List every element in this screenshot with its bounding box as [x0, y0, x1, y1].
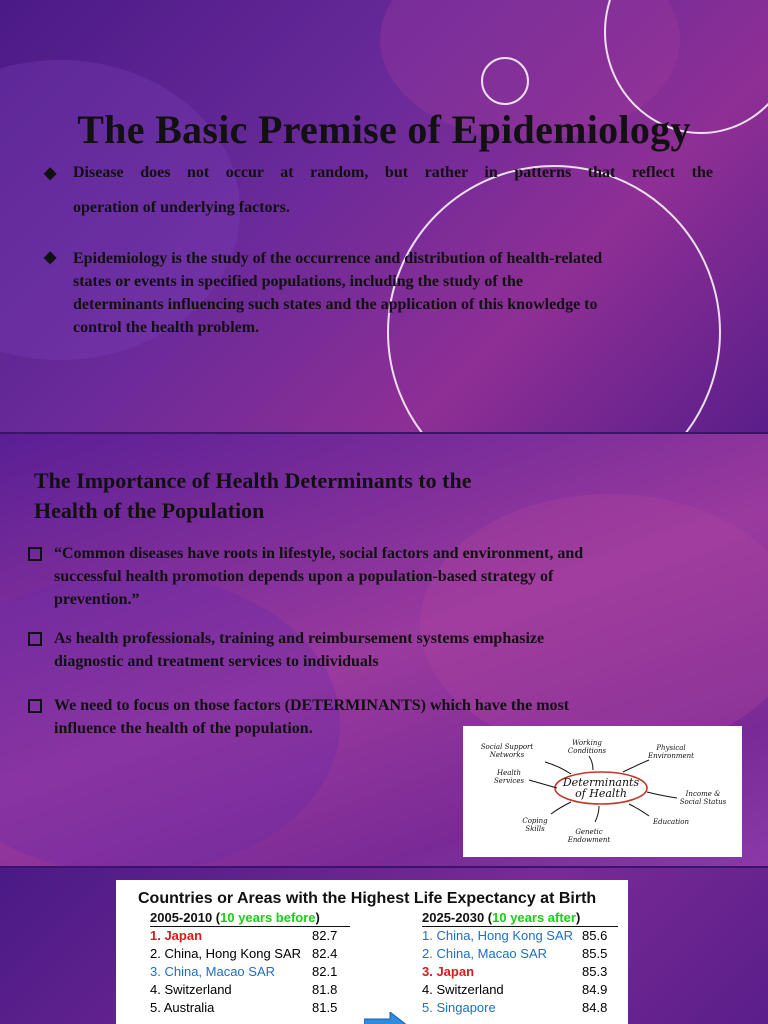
slide-title: The Basic Premise of Epidemiology: [77, 107, 691, 152]
diagram-label: Working: [572, 739, 602, 747]
column-after: [422, 910, 618, 1017]
table-row: [422, 945, 618, 963]
bullet-text: control the health problem.: [73, 319, 260, 336]
table-row: [422, 963, 618, 981]
life-expectancy-table: [116, 880, 628, 1024]
diagram-label: Social Status: [679, 798, 727, 806]
table-row: [422, 981, 618, 999]
arrow-health: [529, 780, 557, 788]
life-expectancy-value: 85.5: [582, 946, 608, 961]
arrow-education: [629, 804, 649, 816]
diamond-bullet-icon: ◆: [44, 165, 57, 182]
slide-title: [34, 466, 472, 526]
bullet-text: Disease does not occur at random, but rather in patterns that reflect the: [73, 164, 713, 181]
right-arrow-icon: [364, 1012, 408, 1024]
life-expectancy-value: 82.1: [312, 964, 338, 979]
country-name: 2. China, Macao SAR: [422, 946, 548, 961]
arrow-coping: [551, 802, 571, 814]
country-name: 1. China, Hong Kong SAR: [422, 928, 574, 943]
center-label: of Health: [575, 787, 627, 800]
bullet-text: diagnostic and treatment services to individuals: [54, 653, 379, 670]
diagram-label: Physical: [656, 744, 686, 752]
table-row: [150, 981, 350, 999]
country-name: 2. China, Hong Kong SAR: [150, 946, 302, 961]
title-line: Health of the Population: [34, 498, 265, 523]
ranking-list: [150, 927, 350, 1017]
country-name: 4. Switzerland: [150, 982, 232, 997]
diamond-bullet-icon: ◆: [44, 249, 57, 266]
diagram-label: Environment: [648, 752, 694, 760]
life-expectancy-value: 82.7: [312, 928, 338, 943]
bullet-text: We need to focus on those factors (DETERMINANTS) which have the most: [54, 697, 570, 714]
country-name: 5. Australia: [150, 1000, 215, 1015]
column-header: 2005-2010 (10 years before): [150, 910, 350, 927]
arrow-income: [647, 792, 677, 798]
period-label: 2005-2010: [150, 910, 213, 925]
checkbox-bullet-icon: [28, 547, 42, 561]
life-expectancy-value: 81.5: [312, 1000, 338, 1015]
arrow-social: [545, 762, 571, 774]
diagram-label: Genetic: [575, 828, 603, 836]
country-name: 5. Singapore: [422, 1000, 496, 1015]
table-row: [150, 999, 350, 1017]
life-expectancy-value: 84.9: [582, 982, 608, 997]
bullet-text: “Common diseases have roots in lifestyle, social factors and environment, and: [54, 545, 584, 562]
country-name: 4. Switzerland: [422, 982, 504, 997]
bullet-text: operation of underlying factors.: [73, 199, 290, 216]
table-row: [150, 945, 350, 963]
life-expectancy-value: 85.3: [582, 964, 608, 979]
determinants-diagram-svg: [463, 726, 742, 857]
slide-life-expectancy: [0, 868, 768, 1024]
bullet-text: prevention.”: [54, 591, 140, 608]
diagram-label: Services: [493, 777, 525, 785]
title-line: The Importance of Health Determinants to the: [34, 468, 472, 493]
bullet-text: states or events in specified populations, including the study of the: [73, 273, 523, 290]
arrow-physical: [623, 760, 649, 772]
diagram-label: Health: [497, 769, 521, 777]
bullet-text: determinants influencing such states and the application of this knowledge to: [73, 296, 598, 313]
bullet-item: [44, 247, 734, 347]
diagram-label: Skills: [525, 825, 545, 833]
arrow-working: [589, 756, 593, 770]
determinants-diagram: [463, 726, 742, 857]
table-title: Countries or Areas with the Highest Life Expectancy at Birth: [138, 890, 597, 907]
slide-health-determinants: [0, 434, 768, 866]
table-row: [150, 927, 350, 945]
bullet-text: As health professionals, training and reimbursement systems emphasize: [54, 630, 545, 647]
diagram-label: Income &: [685, 790, 721, 798]
table-row: [150, 963, 350, 981]
column-header: 2025-2030 (10 years after): [422, 910, 618, 927]
bullet-item: [44, 163, 724, 223]
ranking-list: [422, 927, 618, 1017]
bullet-text: Epidemiology is the study of the occurrence and distribution of health-related: [73, 250, 603, 267]
bullet-text: influence the health of the population.: [54, 720, 313, 737]
life-expectancy-value: 84.8: [582, 1000, 608, 1015]
diagram-label: Education: [653, 818, 689, 826]
period-tag: 10 years before: [220, 910, 316, 925]
life-expectancy-value: 82.4: [312, 946, 338, 961]
diagram-label: Endowment: [567, 836, 611, 844]
diagram-label: Networks: [489, 751, 525, 759]
column-before: [150, 910, 350, 1017]
center-label: Determinants: [562, 776, 640, 789]
period-tag: 10 years after: [492, 910, 576, 925]
checkbox-bullet-icon: [28, 632, 42, 646]
country-name: 1. Japan: [150, 928, 203, 943]
diagram-label: Coping: [522, 817, 548, 825]
bullet-text: successful health promotion depends upon a population-based strategy of: [54, 568, 554, 585]
checkbox-bullet-icon: [28, 699, 42, 713]
table-row: [422, 999, 618, 1017]
arrow-genetic: [595, 806, 599, 822]
diagram-label: Social Support: [480, 743, 534, 751]
country-name: 3. China, Macao SAR: [150, 964, 276, 979]
table-row: [422, 927, 618, 945]
period-label: 2025-2030: [422, 910, 485, 925]
diagram-label: Conditions: [567, 747, 607, 755]
decor-circle: [481, 57, 529, 105]
slide-basic-premise: [0, 0, 768, 432]
life-expectancy-value: 85.6: [582, 928, 608, 943]
life-expectancy-value: 81.8: [312, 982, 338, 997]
country-name: 3. Japan: [422, 964, 475, 979]
